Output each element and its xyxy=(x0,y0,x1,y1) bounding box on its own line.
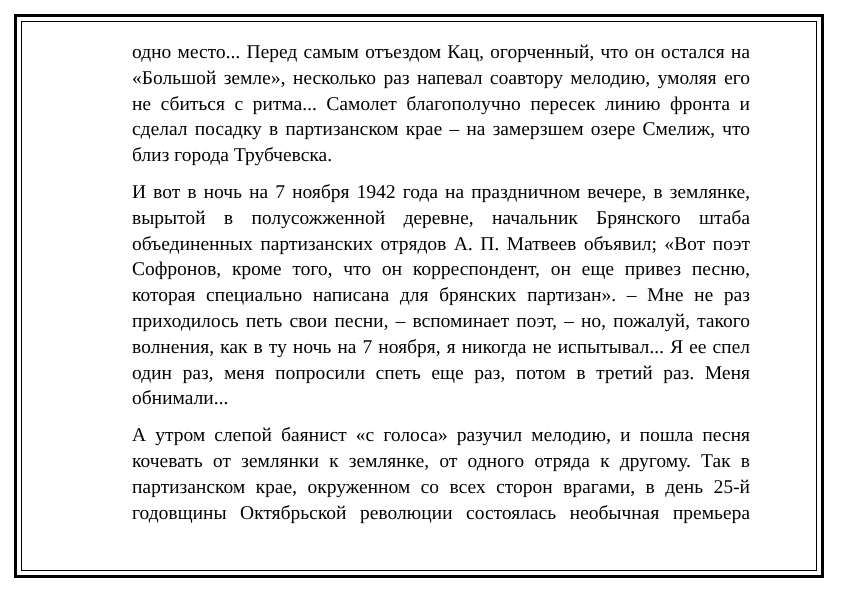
paragraph-3: А утром слепой баянист «с голоса» разучил мелодию, и пошла песня кочевать от землянки к землянке, от одного отряда к другому. Так в партизанском крае, окруженном со всех сторон врагами, в день 25-й годовщины Октябрьской революции состоялась необычная премьера xyxy=(132,425,750,524)
paragraph-1: одно место... Перед самым отъездом Кац, огорченный, что он остался на «Большой земле», несколько раз напевал соавтору мелодию, умоляя его не сбиться с ритма... Самолет благополучно пересек линию фронта и сделал посадку в партизанском крае – на замерзшем озере Смелиж, что близ города Трубчевска. xyxy=(132,42,750,167)
body-text xyxy=(132,40,750,526)
paragraph-2: И вот в ночь на 7 ноября 1942 года на праздничном вечере, в землянке, вырытой в полусожженной деревне, начальник Брянского штаба объединенных партизанских отрядов А. П. Матвеев объявил; «Вот поэт Софронов, кроме того, что он корреспондент, он еще привез песню, которая специально написана для брянских партизан». – Мне не раз приходилось петь свои песни, – вспоминает поэт, – но, пожалуй, такого волнения, как в ту ночь на 7 ноября, я никогда не испытывал... Я ее спел один раз, меня попросили спеть еще раз, потом в третий раз. Меня обнимали... xyxy=(132,181,750,410)
